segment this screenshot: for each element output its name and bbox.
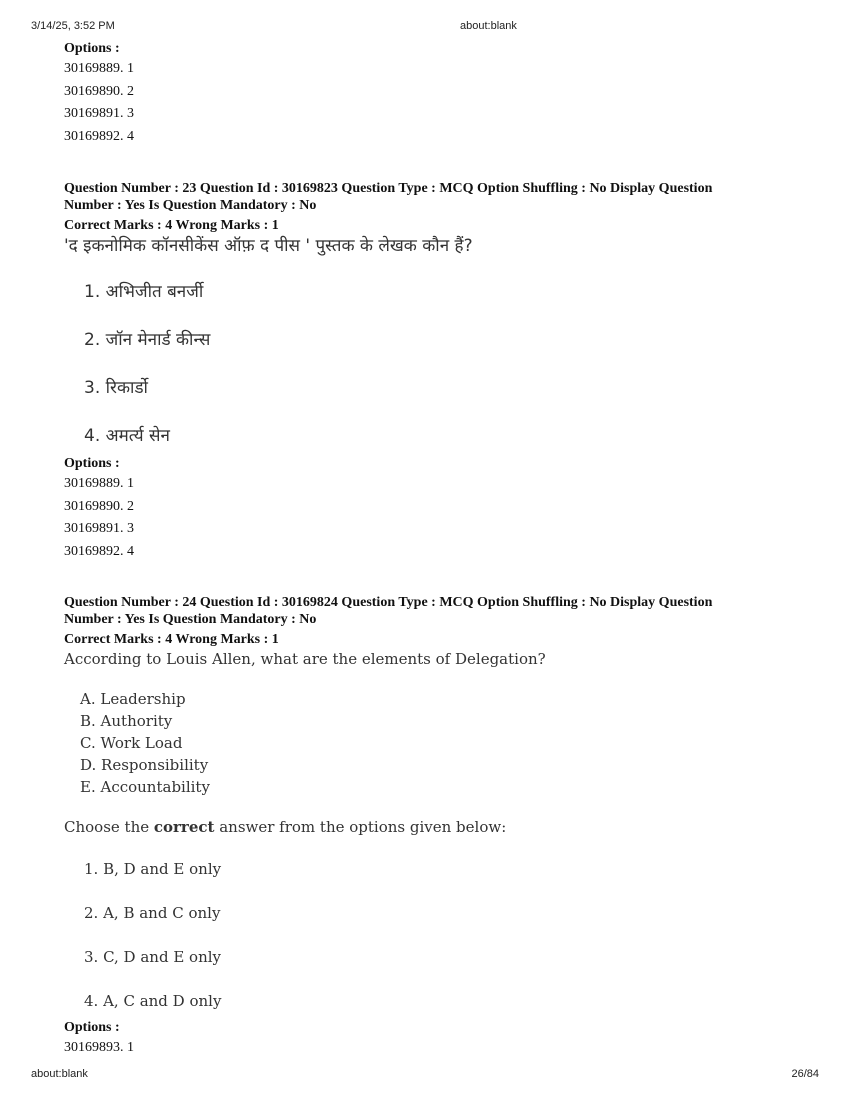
print-url: about:blank — [31, 1068, 88, 1080]
print-title: about:blank — [460, 20, 517, 32]
question-image — [64, 648, 804, 1012]
question-header-line1: Question Number : 23 Question Id : 30169823 Question Type : MCQ Option Shuffling : No Display Question — [64, 181, 713, 196]
option-id: 30169890. 2 — [64, 83, 134, 99]
instruction-pre: Choose the — [64, 818, 154, 836]
question-23 — [64, 180, 804, 448]
options-label: Options : — [64, 41, 120, 56]
question-header — [64, 180, 804, 214]
statement: A. Leadership — [80, 690, 186, 708]
statement: E. Accountability — [80, 778, 210, 796]
answer-choices — [64, 858, 804, 1012]
instruction-bold: correct — [153, 818, 215, 836]
instruction-text — [64, 816, 804, 838]
statement: C. Work Load — [80, 734, 183, 752]
option-id: 30169892. 4 — [64, 128, 134, 144]
q23-options-block — [64, 454, 134, 563]
answer-choice: 3. C, D and E only — [84, 948, 222, 966]
question-header — [64, 594, 804, 628]
option-id: 30169890. 2 — [64, 498, 134, 514]
question-header-line2: Number : Yes Is Question Mandatory : No — [64, 198, 317, 213]
marks: Correct Marks : 4 Wrong Marks : 1 — [64, 218, 279, 233]
option-id: 30169892. 4 — [64, 543, 134, 559]
print-datetime: 3/14/25, 3:52 PM — [31, 20, 115, 32]
print-page-number: 26/84 — [791, 1068, 819, 1080]
marks: Correct Marks : 4 Wrong Marks : 1 — [64, 632, 279, 647]
option-id: 30169891. 3 — [64, 521, 134, 536]
answer-choice: 4. अमर्त्य सेन — [84, 426, 170, 446]
options-label: Options : — [64, 456, 120, 471]
answer-choice: 3. रिकार्डो — [84, 378, 148, 398]
answer-choice: 2. जॉन मेनार्ड कीन्स — [84, 330, 211, 350]
answer-choice: 4. A, C and D only — [84, 992, 222, 1010]
q24-options-block — [64, 1018, 134, 1060]
prev-options-block — [64, 39, 134, 148]
options-label: Options : — [64, 1020, 120, 1035]
option-id: 30169893. 1 — [64, 1040, 134, 1055]
answer-choices — [64, 280, 804, 448]
answer-choice: 1. B, D and E only — [84, 860, 222, 878]
option-id: 30169889. 1 — [64, 61, 134, 76]
question-24 — [64, 594, 804, 1012]
question-image — [64, 234, 804, 448]
option-id: 30169889. 1 — [64, 476, 134, 491]
option-id: 30169891. 3 — [64, 106, 134, 121]
statement-list — [64, 688, 804, 798]
question-header-line1: Question Number : 24 Question Id : 30169824 Question Type : MCQ Option Shuffling : No Display Question — [64, 595, 713, 610]
answer-choice: 1. अभिजीत बनर्जी — [84, 282, 204, 302]
instruction-post: answer from the options given below: — [214, 818, 507, 836]
answer-choice: 2. A, B and C only — [84, 904, 221, 922]
question-text: According to Louis Allen, what are the elements of Delegation? — [64, 650, 546, 668]
statement: B. Authority — [80, 712, 173, 730]
question-header-line2: Number : Yes Is Question Mandatory : No — [64, 612, 317, 627]
question-text: 'द इकनोमिक कॉनसीकेंस ऑफ़ द पीस ' पुस्तक के लेखक कौन हैं? — [64, 236, 473, 256]
statement: D. Responsibility — [80, 756, 209, 774]
